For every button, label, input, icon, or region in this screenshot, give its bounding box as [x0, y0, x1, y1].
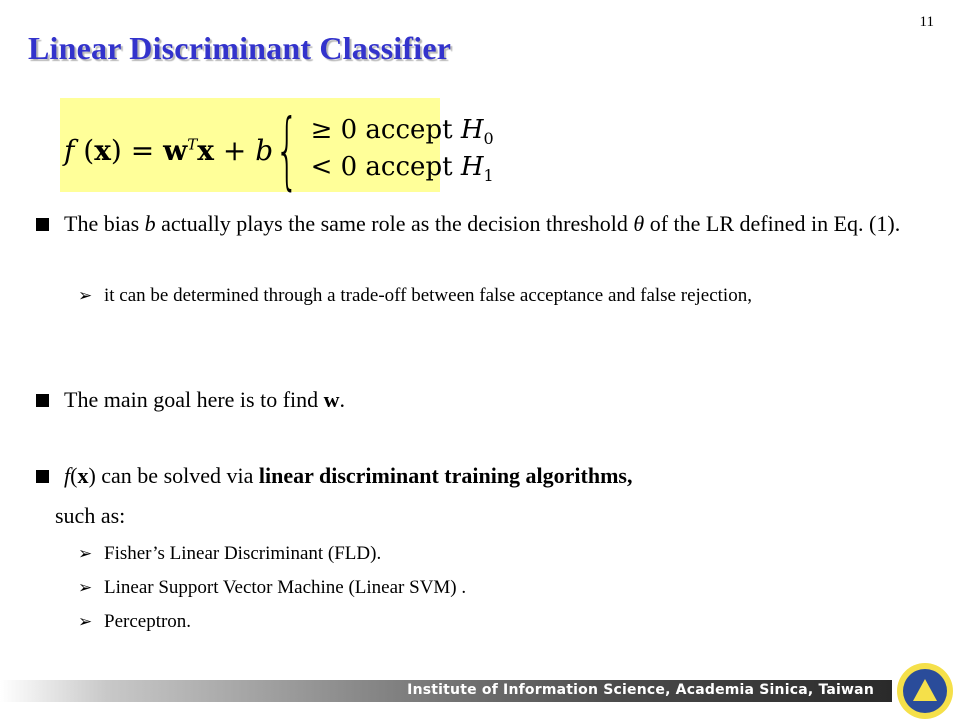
- b1-part1: The bias: [64, 211, 145, 236]
- bullet-2-text: [64, 386, 926, 414]
- formula-case-2: [311, 152, 494, 185]
- square-bullet-icon: [36, 218, 49, 231]
- b1-theta: θ: [633, 211, 645, 236]
- case1-h: H: [460, 114, 484, 145]
- b2-part2: .: [339, 387, 346, 412]
- logo-inner: [903, 669, 947, 713]
- square-bullet-icon: [36, 394, 49, 407]
- square-bullet-icon: [36, 470, 49, 483]
- formula-w: w: [163, 133, 188, 167]
- arrow-bullet-icon: ➢: [78, 544, 93, 564]
- bullet-3-sub-2: [78, 576, 928, 600]
- bullet-3-sub-2-text: Linear Support Vector Machine (Linear SVM) .: [104, 577, 467, 598]
- bullet-1-text: [64, 210, 926, 238]
- b3-open: (: [70, 463, 78, 488]
- b3-part1: ) can be solved via: [88, 463, 259, 488]
- formula-x: x: [94, 133, 111, 167]
- formula-lhs: [64, 134, 273, 167]
- bullet-3: [36, 462, 926, 490]
- case1-cond: ≥ 0 accept: [310, 114, 461, 145]
- bullet-3-continuation: such as:: [55, 503, 126, 528]
- case2-h: H: [460, 152, 484, 182]
- formula-transpose: T: [187, 135, 198, 154]
- arrow-bullet-icon: ➢: [78, 612, 93, 632]
- bullet-1-sub: [78, 284, 928, 308]
- bullet-3-sub-3: [78, 610, 928, 634]
- case2-cond: < 0 accept: [310, 152, 461, 182]
- b3-bold: linear discriminant training algorithms,: [258, 463, 633, 488]
- arrow-bullet-icon: ➢: [78, 578, 93, 598]
- bullet-3-sub-1-text: Fisher’s Linear Discriminant (FLD).: [104, 543, 382, 564]
- formula: [64, 101, 494, 199]
- formula-close: ) =: [110, 133, 164, 167]
- formula-f: f: [64, 133, 75, 167]
- bullet-2: [36, 386, 926, 414]
- slide-title: Linear Discriminant Classifier: [28, 30, 452, 66]
- formula-plus: +: [213, 133, 256, 167]
- arrow-bullet-icon: ➢: [78, 286, 93, 306]
- formula-cases: [311, 115, 494, 185]
- b2-w: w: [323, 387, 340, 412]
- case1-sub: 0: [483, 129, 494, 148]
- logo-triangle-icon: [913, 679, 937, 701]
- formula-open: (: [74, 133, 95, 167]
- bullet-1-sub-text: it can be determined through a trade-off between false acceptance and false rejection,: [104, 285, 752, 306]
- b1-part2: actually plays the same role as the decision threshold: [155, 211, 634, 236]
- b2-part1: The main goal here is to find: [64, 387, 324, 412]
- brace-icon: {: [275, 101, 300, 199]
- formula-x2: x: [197, 133, 214, 167]
- formula-b: b: [255, 133, 274, 167]
- page-number: 11: [919, 14, 934, 30]
- bullet-3-sub-1: [78, 542, 928, 566]
- b3-f: f: [64, 463, 71, 488]
- footer-text: Institute of Information Science, Academia Sinica, Taiwan: [407, 682, 874, 698]
- b1-b: b: [144, 211, 156, 236]
- formula-case-1: [311, 115, 494, 148]
- institute-logo-icon: [897, 663, 953, 719]
- bullet-3-sub-3-text: Perceptron.: [104, 611, 192, 632]
- formula-brace-wrap: [275, 101, 494, 199]
- case2-sub: 1: [483, 166, 494, 186]
- bullet-3-text: [64, 462, 926, 490]
- b3-x: x: [77, 463, 89, 488]
- bullet-1: [36, 210, 926, 238]
- b1-part3: of the LR defined in Eq. (1).: [644, 211, 901, 236]
